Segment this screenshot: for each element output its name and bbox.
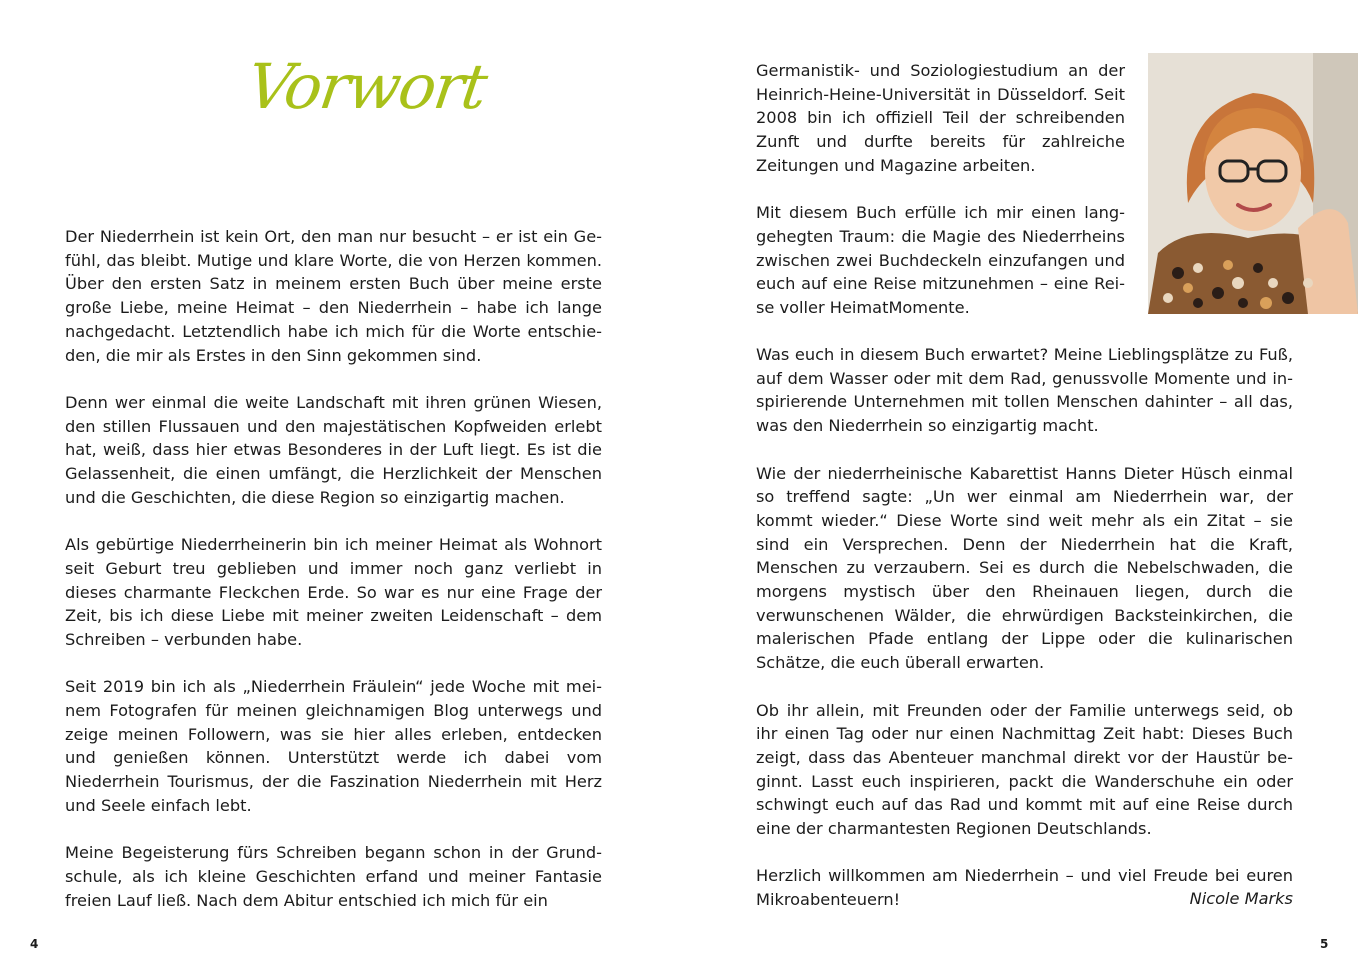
left-column	[65, 225, 602, 912]
paragraph: Als gebürtige Niederrheinerin bin ich meiner Heimat als Wohnort seit Geburt treu geblieben und immer noch ganz verliebt in dieses charmante Fleckchen Erde. So war es nur eine Frage der Zeit, bis ich diese Liebe mit meiner zweiten Leidenschaft – dem Schreiben – verbunden habe.	[65, 535, 602, 649]
paragraph: Wie der niederrheinische Kabarettist Hanns Dieter Hüsch einmal so treffend sagte: „Un wer einmal am Niederrhein war, der kommt wieder.“ Diese Worte sind weit mehr als ein Zitat – sie sind ein Versprechen. Denn der Niederrhein hat die Kraft, Menschen zu verzaubern. Sei es durch die Nebelschwaden, die morgens mystisch über den Rheinauen liegen, durch die verwunschenen Wälder, die ehrwürdigen Backsteinkirchen, die malerischen Pfade entlang der Lippe oder die kulinarischen Schätze, die euch überall erwarten.	[756, 463, 1293, 673]
paragraph: Der Niederrhein ist kein Ort, den man nur besucht – er ist ein Gefühl, das bleibt. Mutige und klare Worte, die von Herzen kommen. Über den ersten Satz in meinem ersten Buch über meine erste große Liebe, meine Heimat – den Niederrhein – habe ich lange nachgedacht. Letztendlich habe ich mich für die Worte entschieden, die mir als Erstes in den Sinn gekommen sind.	[65, 227, 602, 365]
author-portrait-photo	[1148, 53, 1358, 314]
page-number-left: 4	[30, 937, 39, 951]
right-top-column	[756, 59, 1125, 320]
paragraph: Meine Begeisterung fürs Schreiben begann schon in der Grundschule, als ich kleine Geschichten erfand und meiner Fantasie freien Lauf ließ. Nach dem Abitur entschied ich mich für ein	[65, 843, 602, 910]
paragraph: Mit diesem Buch erfülle ich mir einen langgehegten Traum: die Magie des Niederrheins zwischen zwei Buchdeckeln einzufangen und euch auf eine Reise mitzunehmen – eine Reise voller HeimatMomente.	[756, 203, 1125, 318]
paragraph: Denn wer einmal die weite Landschaft mit ihren grünen Wiesen, den stillen Flussauen und den majestätischen Kopfweiden erlebt hat, weiß, dass hier etwas Besonderes in der Luft liegt. Es ist die Gelassenheit, die einen umfängt, die Herzlichkeit der Menschen und die Geschichten, die diese Region so einzigartig machen.	[65, 392, 602, 507]
page-number-right: 5	[1320, 937, 1329, 951]
right-column	[756, 343, 1293, 912]
paragraph: Ob ihr allein, mit Freunden oder der Familie unterwegs seid, ob ihr einen Tag oder nur einen Nachmittag Zeit habt: Dieses Buch zeigt, dass das Abenteuer manchmal direkt vor der Haustür beginnt. Lasst euch inspirieren, packt die Wanderschuhe ein oder schwingt euch auf das Rad und kommt mit auf eine Reise durch eine der charmantesten Regionen Deutschlands.	[756, 700, 1293, 839]
paragraph: Was euch in diesem Buch erwartet? Meine Lieblingsplätze zu Fuß, auf dem Wasser oder mit dem Rad, genussvolle Momente und inspirierende Unternehmen mit tollen Menschen dahinter – all das, was den Niederrhein so einzigartig macht.	[756, 345, 1293, 436]
author-signature: Nicole Marks	[1189, 889, 1293, 908]
paragraph: Herzlich willkommen am Niederrhein – und viel Freude bei euren Mikroabenteuern!	[756, 866, 1293, 910]
page-title: Vorwort	[242, 50, 491, 123]
portrait-illustration	[1148, 53, 1358, 314]
paragraph: Seit 2019 bin ich als „Niederrhein Fräulein“ jede Woche mit meinem Fotografen für meinen gleichnamigen Blog unterwegs und zeige meinen Followern, was sie hier alles erleben, entdecken und genießen können. Unterstützt werde ich dabei vom Niederrhein Tourismus, der die Faszination Niederrhein mit Herz und Seele einfach lebt.	[65, 677, 602, 815]
paragraph: Germanistik- und Soziologiestudium an der Heinrich-Heine-Universität in Düsseldorf. Seit 2008 bin ich offiziell Teil der schreibenden Zunft und durfte bereits für zahlreiche Zeitungen und Magazine arbeiten.	[756, 61, 1125, 175]
